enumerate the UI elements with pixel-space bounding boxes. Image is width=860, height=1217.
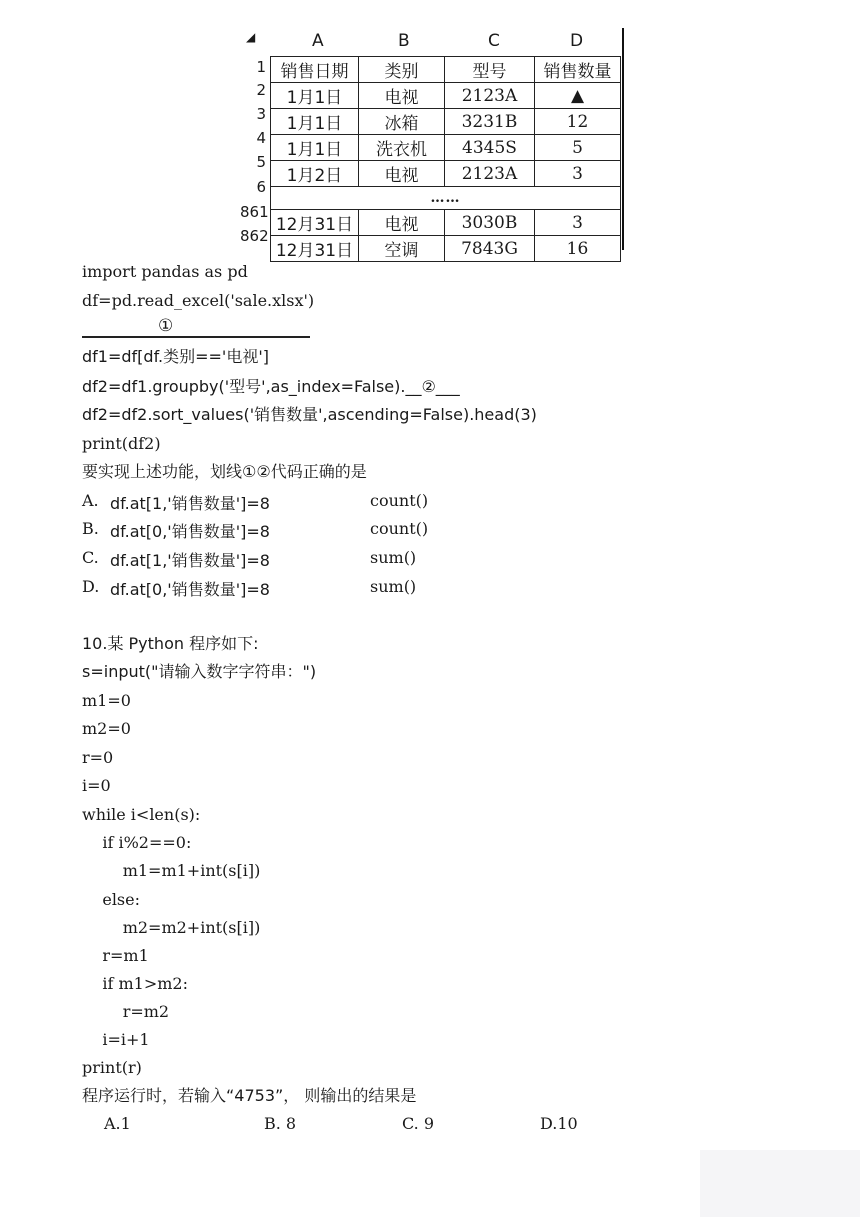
sheet-right-border [622, 28, 624, 250]
row-number: 2 [256, 81, 266, 99]
row-number: 6 [256, 178, 266, 196]
q10-code-line: m1=m1+int(s[i]) [82, 861, 261, 880]
table-row [271, 135, 621, 161]
row-number: 862 [240, 227, 269, 245]
header-cell: 型号 [445, 57, 535, 83]
q9-option-c-letter: C. [82, 548, 99, 567]
sales-spreadsheet [240, 28, 624, 261]
q10-code-line: r=m2 [82, 1002, 170, 1021]
code-line-groupby: df2=df1.groupby('型号',as_index=False).__②___ [82, 377, 460, 396]
table-row [271, 109, 621, 135]
code-line-sort: df2=df2.sort_values('销售数量',ascending=False).head(3) [82, 405, 537, 424]
q9-option-a-code2: count() [370, 491, 429, 510]
q10-code-line: s=input("请输入数字字符串：") [82, 662, 317, 681]
q9-option-c-code1: df.at[1,'销售数量']=8 [110, 551, 270, 570]
q10-title: 10.某 Python 程序如下: [82, 634, 259, 653]
scan-shadow [700, 1150, 860, 1217]
q10-code-line: i=0 [82, 776, 111, 795]
table-cell: 1月1日 [271, 135, 359, 161]
blank-marker-1: ① [158, 316, 174, 336]
q10-code-line: r=0 [82, 748, 114, 767]
table-cell: 1月2日 [271, 161, 359, 187]
table-cell: 3030B [445, 210, 535, 236]
q10-code-line: m1=0 [82, 691, 131, 710]
table-cell: 7843G [445, 236, 535, 262]
code-line-read-excel: df=pd.read_excel('sale.xlsx') [82, 291, 315, 310]
header-cell: 类别 [359, 57, 445, 83]
table-cell: 12月31日 [271, 210, 359, 236]
table-cell: 冰箱 [359, 109, 445, 135]
code-line-filter: df1=df[df.类别=='电视'] [82, 347, 269, 366]
table-cell: 1月1日 [271, 83, 359, 109]
table-cell: 5 [535, 135, 621, 161]
table-row [271, 236, 621, 262]
table-header-row [271, 57, 621, 83]
q10-question: 程序运行时，若输入“4753”， 则输出的结果是 [82, 1086, 417, 1105]
q10-code-line: if i%2==0: [82, 833, 192, 852]
blank-underline-1 [82, 336, 310, 338]
q9-option-b-code2: count() [370, 519, 429, 538]
q10-option-a: A.1 [104, 1114, 131, 1133]
table-row [271, 210, 621, 236]
table-cell: 4345S [445, 135, 535, 161]
row-number: 1 [256, 58, 266, 76]
sales-table [270, 56, 621, 262]
table-cell: 1月1日 [271, 109, 359, 135]
q9-option-b-letter: B. [82, 519, 99, 538]
table-cell: 2123A [445, 83, 535, 109]
q10-option-b: B. 8 [264, 1114, 297, 1133]
code-line-import: import pandas as pd [82, 262, 248, 281]
q10-code-line: i=i+1 [82, 1030, 150, 1049]
q10-code-line: m2=0 [82, 719, 131, 738]
header-cell: 销售数量 [535, 57, 621, 83]
col-header-b: B [398, 31, 410, 51]
table-cell: 空调 [359, 236, 445, 262]
table-cell: 电视 [359, 210, 445, 236]
q9-option-c-code2: sum() [370, 548, 417, 567]
table-cell: 3231B [445, 109, 535, 135]
table-row [271, 83, 621, 109]
q10-code-line: m2=m2+int(s[i]) [82, 918, 261, 937]
table-cell: 电视 [359, 161, 445, 187]
q9-option-a-letter: A. [82, 491, 99, 510]
q9-option-a-code1: df.at[1,'销售数量']=8 [110, 494, 270, 513]
q9-option-d-code2: sum() [370, 577, 417, 596]
ellipsis-cell: …… [271, 187, 621, 210]
ellipsis-row [271, 187, 621, 210]
table-cell: 3 [535, 210, 621, 236]
q10-option-d: D.10 [540, 1114, 578, 1133]
blank-triangle-cell: ▲ [535, 83, 621, 109]
table-cell: 电视 [359, 83, 445, 109]
q9-option-d-letter: D. [82, 577, 100, 596]
table-cell: 16 [535, 236, 621, 262]
table-cell: 12月31日 [271, 236, 359, 262]
table-cell: 洗衣机 [359, 135, 445, 161]
header-cell: 销售日期 [271, 57, 359, 83]
q10-option-c: C. 9 [402, 1114, 435, 1133]
q9-option-d-code1: df.at[0,'销售数量']=8 [110, 580, 270, 599]
q10-code-line: while i<len(s): [82, 805, 201, 824]
row-number: 4 [256, 129, 266, 147]
q9-question: 要实现上述功能，划线①②代码正确的是 [82, 462, 367, 481]
q10-code-line: else: [82, 890, 140, 909]
sheet-corner-marker: ◢ [246, 30, 256, 44]
q10-code-line: print(r) [82, 1058, 142, 1077]
q9-option-b-code1: df.at[0,'销售数量']=8 [110, 522, 270, 541]
code-line-print: print(df2) [82, 434, 161, 453]
q10-code-line: if m1>m2: [82, 974, 188, 993]
table-cell: 2123A [445, 161, 535, 187]
row-number: 861 [240, 203, 269, 221]
table-cell: 3 [535, 161, 621, 187]
table-cell: 12 [535, 109, 621, 135]
row-number: 5 [256, 153, 266, 171]
col-header-c: C [488, 31, 500, 51]
col-header-a: A [312, 31, 324, 51]
table-row [271, 161, 621, 187]
row-number: 3 [256, 105, 266, 123]
col-header-d: D [570, 31, 584, 51]
q10-code-line: r=m1 [82, 946, 149, 965]
